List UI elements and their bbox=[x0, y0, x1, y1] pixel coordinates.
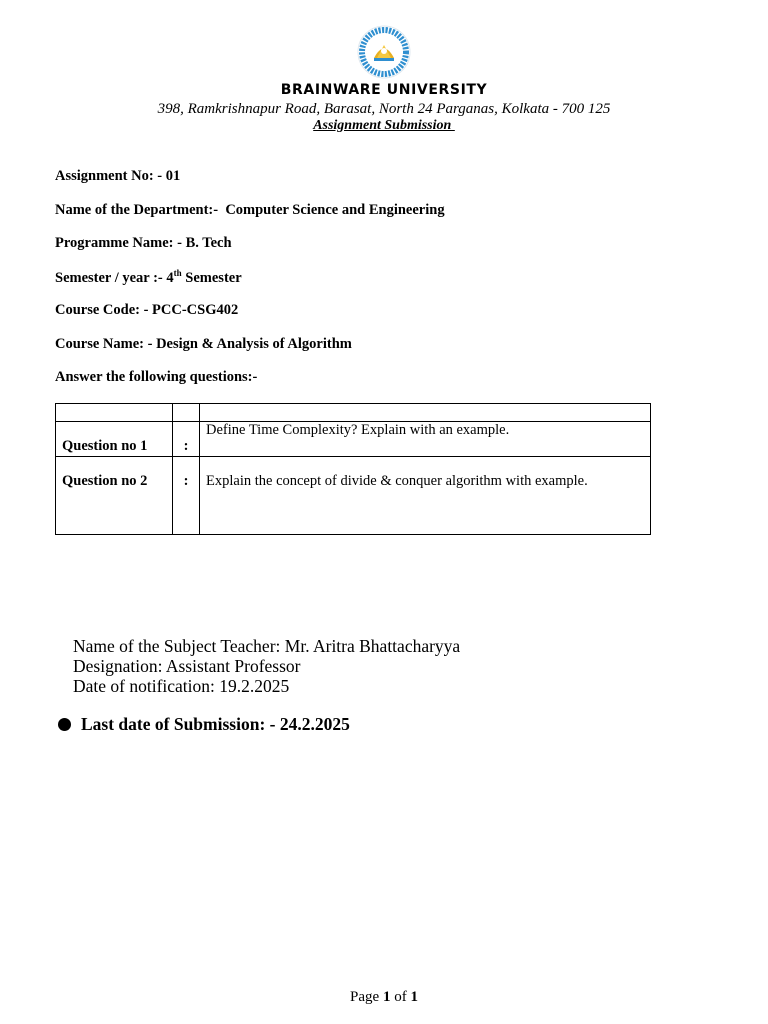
teacher-name: Name of the Subject Teacher: Mr. Aritra Bhattacharyya bbox=[73, 636, 461, 656]
document-type-title: Assignment Submission bbox=[313, 118, 455, 133]
course-name: Course Name: - Design & Analysis of Algorithm bbox=[55, 336, 352, 352]
assignment-number: Assignment No: - 01 bbox=[55, 168, 181, 184]
page-word: Page bbox=[350, 989, 383, 1005]
question-separator: : bbox=[173, 422, 200, 457]
page-footer bbox=[0, 989, 768, 1006]
last-submission-date bbox=[58, 714, 350, 735]
teacher-info bbox=[73, 636, 460, 696]
page-total: 1 bbox=[410, 989, 418, 1005]
question-label: Question no 2 bbox=[56, 457, 173, 535]
notification-date: Date of notification: 19.2.2025 bbox=[73, 676, 290, 696]
question-text: Define Time Complexity? Explain with an example. bbox=[200, 422, 651, 457]
question-text: Explain the concept of divide & conquer algorithm with example. bbox=[200, 457, 651, 535]
course-code: Course Code: - PCC-CSG402 bbox=[55, 302, 239, 318]
of-word: of bbox=[390, 989, 411, 1005]
university-name: BRAINWARE UNIVERSITY bbox=[280, 82, 488, 98]
questions-table bbox=[55, 403, 651, 535]
programme-name: Programme Name: - B. Tech bbox=[55, 235, 232, 251]
semester-suffix: Semester bbox=[181, 269, 242, 286]
semester-prefix: Semester / year :- 4 bbox=[55, 269, 174, 286]
teacher-designation: Designation: Assistant Professor bbox=[73, 656, 301, 676]
page-number: 1 bbox=[382, 989, 391, 1005]
bullet-icon bbox=[58, 718, 71, 731]
question-separator: : bbox=[173, 457, 200, 535]
answer-instruction: Answer the following questions:- bbox=[55, 369, 258, 385]
last-date-text: Last date of Submission: - 24.2.2025 bbox=[81, 714, 350, 734]
question-label: Question no 1 bbox=[56, 422, 173, 457]
department-name: Name of the Department:- Computer Science and Engineering bbox=[55, 202, 445, 218]
university-address: 398, Ramkrishnapur Road, Barasat, North 24 Parganas, Kolkata - 700 125 bbox=[157, 101, 611, 117]
semester-field bbox=[55, 268, 242, 287]
table-row bbox=[56, 457, 651, 535]
table-header-row bbox=[56, 404, 651, 422]
table-row bbox=[56, 422, 651, 457]
semester-superscript: th bbox=[173, 268, 182, 278]
university-logo bbox=[357, 25, 411, 79]
